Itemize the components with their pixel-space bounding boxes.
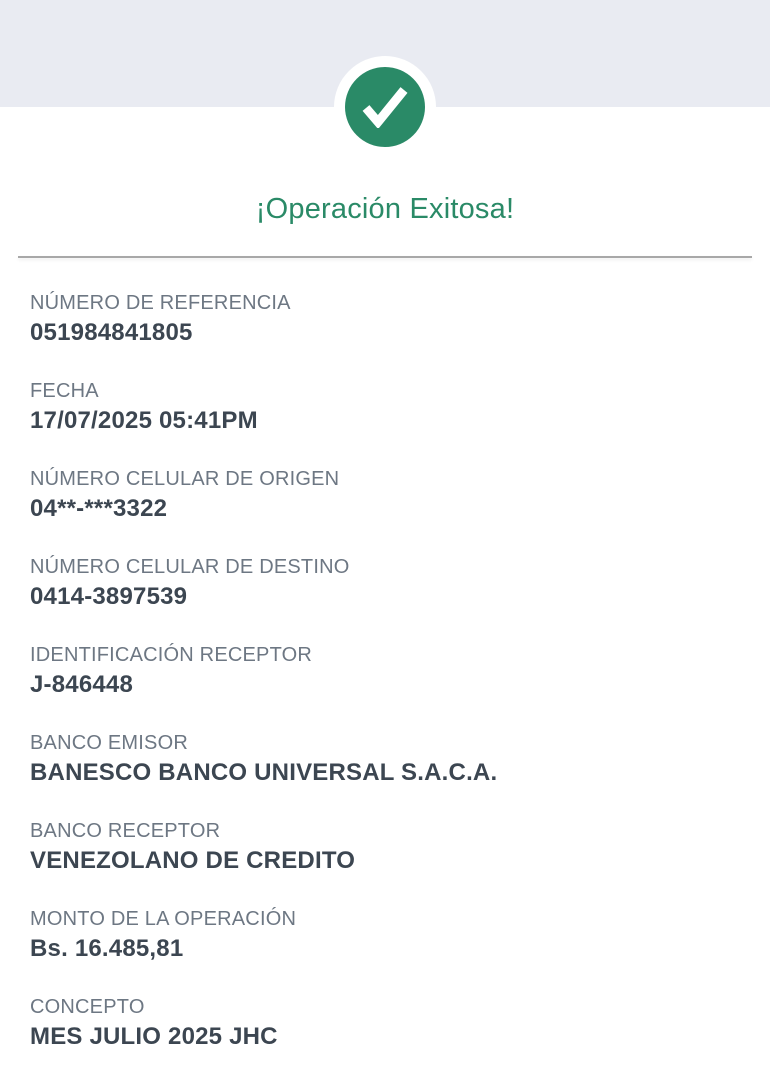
detail-value: BANESCO BANCO UNIVERSAL S.A.C.A. <box>30 759 498 786</box>
detail-label: BANCO RECEPTOR <box>30 820 221 842</box>
detail-field <box>30 553 740 612</box>
detail-label: CONCEPTO <box>30 996 145 1018</box>
page-title: ¡Operación Exitosa! <box>255 193 515 225</box>
detail-label: NÚMERO DE REFERENCIA <box>30 292 291 314</box>
detail-value: 04**-***3322 <box>30 495 168 522</box>
detail-value: 051984841805 <box>30 319 193 346</box>
detail-value: VENEZOLANO DE CREDITO <box>30 847 356 874</box>
detail-field <box>30 905 740 964</box>
detail-field <box>30 465 740 524</box>
detail-value: J-846448 <box>30 671 134 698</box>
detail-value: 0414-3897539 <box>30 583 188 610</box>
detail-field <box>30 817 740 876</box>
detail-field <box>30 993 740 1052</box>
check-icon <box>345 67 425 147</box>
detail-field <box>30 377 740 436</box>
transaction-details <box>0 258 770 1052</box>
detail-value: MES JULIO 2025 JHC <box>30 1023 278 1050</box>
detail-value: 17/07/2025 05:41PM <box>30 407 258 434</box>
detail-label: NÚMERO CELULAR DE DESTINO <box>30 556 350 578</box>
success-badge <box>334 56 436 158</box>
detail-value: Bs. 16.485,81 <box>30 935 184 962</box>
detail-label: MONTO DE LA OPERACIÓN <box>30 908 297 930</box>
detail-label: NÚMERO CELULAR DE ORIGEN <box>30 468 340 490</box>
detail-label: BANCO EMISOR <box>30 732 188 754</box>
detail-field <box>30 729 740 788</box>
detail-field <box>30 289 740 348</box>
detail-label: IDENTIFICACIÓN RECEPTOR <box>30 644 313 666</box>
detail-field <box>30 641 740 700</box>
detail-label: FECHA <box>30 380 99 402</box>
